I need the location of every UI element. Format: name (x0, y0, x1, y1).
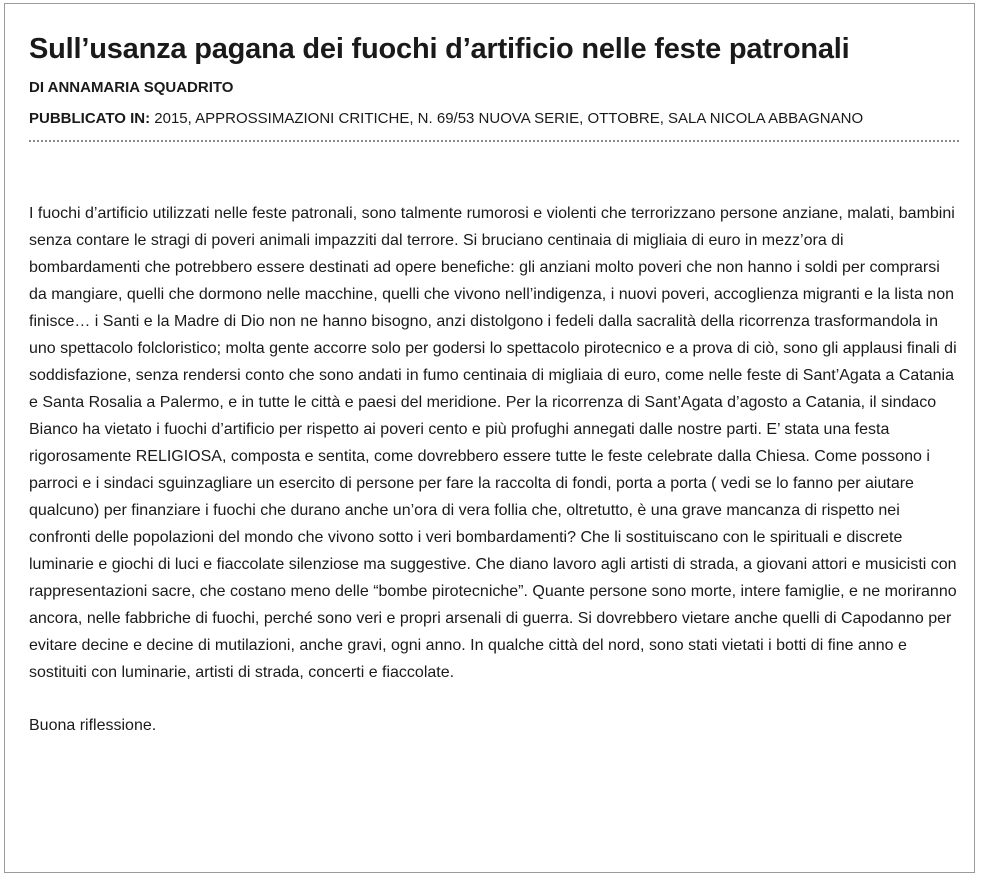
article-content (29, 30, 959, 739)
closing-line: Buona riflessione. (29, 717, 157, 734)
article-frame (4, 3, 975, 873)
publication-info (29, 109, 959, 129)
article-author: DI ANNAMARIA SQUADRITO (29, 79, 234, 96)
publication-value: 2015, APPROSSIMAZIONI CRITICHE, N. 69/53 NUOVA SERIE, OTTOBRE, SALA NICOLA ABBAGNANO (154, 110, 864, 127)
body-paragraph: I fuochi d’artificio utilizzati nelle feste patronali, sono talmente rumorosi e violenti che terrorizzano persone anziane, malati, bambini senza contare le stragi di poveri animali impazziti dal terrore. Si bruciano centinaia di migliaia di euro in mezz’ora di bombardamenti che potrebbero essere destinati ad opere benefiche: gli anziani molto poveri che non hanno i soldi per comprarsi da mangiare, quelli che dormono nelle macchine, quelli che vivono nell’indigenza, i nuovi poveri, accoglienza migranti e la lista non finisce… i Santi e la Madre di Dio non ne hanno bisogno, anzi distolgono i fedeli dalla sacralità della ricorrenza trasformandola in uno spettacolo folcloristico; molta gente accorre solo per godersi lo spettacolo pirotecnico e a prova di ciò, sono gli applausi finali di soddisfazione, senza rendersi conto che sono andati in fumo centinaia di migliaia di euro, come nelle feste di Sant’Agata a Catania e Santa Rosalia a Palermo, e in tutte le città e paesi del meridione. Per la ricorrenza di Sant’Agata d’agosto a Catania, il sindaco Bianco ha vietato i fuochi d’artificio per rispetto ai poveri cento e più profughi annegati dalle nostre parti. E’ stata una festa rigorosamente RELIGIOSA, composta e sentita, come dovrebbero essere tutte le feste celebrate dalla Chiesa. Come possono i parroci e i sindaci sguinzagliare un esercito di persone per fare la raccolta di fondi, porta a porta ( vedi se lo fanno per aiutare qualcuno) per finanziare i fuochi che durano anche un’ora di vera follia che, oltretutto, è una grave mancanza di rispetto nei confronti delle popolazioni del mondo che vivono sotto i veri bombardamenti? Che li sostituiscano con le spirituali e discrete luminarie e giochi di luci e fiaccolate silenziose ma suggestive. Che diano lavoro agli artisti di strada, a giovani attori e musicisti con rappresentazioni sacre, che costano meno delle “bombe pirotecniche”. Quante persone sono morte, intere famiglie, e ne moriranno ancora, nelle fabbriche di fuochi, perché sono veri e propri arsenali di guerra. Si dovrebbero vietare anche quelli di Capodanno per evitare decine e decine di mutilazioni, anche gravi, ogni anno. In qualche città del nord, sono stati vietati i botti di fine anno e sostituiti con luminarie, artisti di strada, concerti e fiaccolate. (29, 205, 957, 681)
article-body (29, 200, 959, 739)
publication-label: PUBBLICATO IN: (29, 110, 151, 127)
article-title: Sull’usanza pagana dei fuochi d’artificio nelle feste patronali (29, 33, 850, 65)
divider (29, 140, 959, 142)
